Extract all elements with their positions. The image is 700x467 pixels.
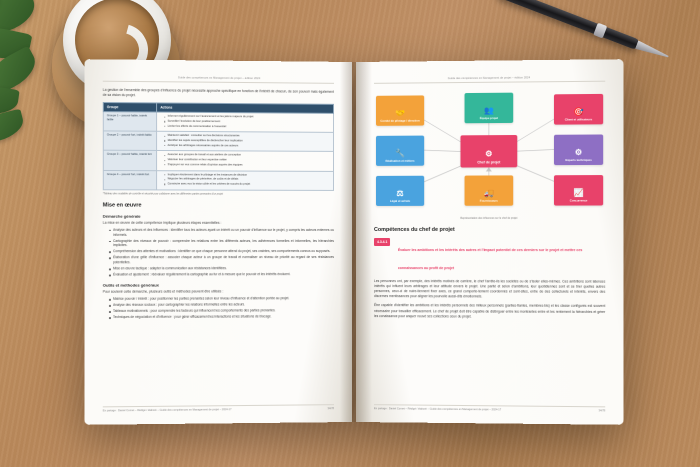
node-label: Chef de projet — [477, 160, 501, 165]
node-label: Client et utilisateurs — [564, 116, 593, 122]
table-row — [103, 131, 333, 152]
table-cell-actions — [157, 112, 334, 132]
node-label: Fournisseurs — [479, 198, 498, 203]
table-row — [103, 170, 333, 190]
table-action-item: Anticiper les arbitrages nécessaires auprès de ces acteurs — [164, 144, 330, 149]
list-item: Tableaux motivationnels : pour comprendre les facteurs qui influencent les comportements des parties prenantes. — [109, 308, 334, 314]
influence-diagram — [374, 88, 605, 216]
node-label: Concurrence — [569, 197, 588, 203]
section-title-mise-en-oeuvre: Mise en œuvre — [102, 202, 142, 209]
diagram-caption: Représentation des influences sur le chef de projet — [460, 216, 518, 220]
node-label: Comité de pilotage / direction — [380, 118, 420, 123]
right-page — [356, 59, 624, 425]
table-action-item: Associer aux groupes de travail et aux ateliers de conception — [164, 153, 330, 158]
diagram-node-equipe-projet — [465, 93, 514, 124]
table-cell-group: Groupe 4 – pouvoir fort, intérêt fort — [103, 170, 156, 190]
team-icon: 👥 — [483, 105, 494, 115]
table-cell-actions — [157, 170, 334, 190]
diagram-node-comite-pilotage — [376, 95, 424, 125]
node-label: Légal et achats — [389, 198, 411, 203]
truck-icon: 🚚 — [483, 188, 494, 198]
node-label: Équipe projet — [479, 115, 498, 120]
diagram-node-fournisseurs — [465, 175, 514, 205]
list-item: Compréhension des attentes et motivations : identifier ce que chaque personne attend du projet, ses craintes, ses comportements connus ou supposés. — [109, 249, 334, 254]
table-action-item: S'appuyer sur eux comme relais d'opinion auprès des équipes — [164, 163, 330, 168]
list-item: Cartographie des niveaux de pouvoir : comprendre les relations entre les différents acteurs, les adhérences formelles et informelles, les hiérarchies implicites. — [109, 238, 334, 248]
target-icon: 🎯 — [573, 106, 584, 116]
table-action-item: Impliquer étroitement dans le pilotage et les instances de décision — [164, 173, 330, 178]
outils-intro: Pour soutenir cette démarche, plusieurs outils et méthodes peuvent être utilisés : — [102, 289, 224, 294]
node-label: Experts techniques — [565, 157, 592, 162]
gears-icon: ⚙ — [574, 147, 583, 157]
table-col-actions: Actions — [157, 103, 334, 113]
left-page-header: Guide des compétences en Management de projet – édition 2024 — [103, 76, 334, 84]
table-action-item: Valoriser leur contribution et leur expertise métier — [164, 158, 330, 163]
list-item: Analyse des acteurs et des influences : identifier tous les acteurs ayant un intérêt ou un pouvoir d'influence sur le projet, y compris les acteurs externes ou informels. — [109, 228, 334, 238]
table-cell-actions — [157, 132, 334, 152]
demarche-intro: La mise en œuvre de cette compétence implique plusieurs étapes essentielles : — [102, 220, 222, 225]
left-page-footer — [103, 404, 334, 412]
outils-bullet-list — [103, 296, 334, 320]
table-action-item: Surveiller l'évolution de leur positionnement — [164, 120, 330, 125]
section-title-competences: Compétences du chef de projet — [373, 226, 455, 233]
table-cell-group: Groupe 3 – pouvoir faible, intérêt fort — [103, 151, 156, 171]
subsection-title-outils: Outils et méthodes généraux — [102, 282, 160, 288]
node-label: Réalisation et métiers — [385, 158, 415, 163]
numbered-heading — [374, 238, 605, 275]
right-page-header: Guide des compétences en Management de projet – édition 2024 — [374, 76, 605, 84]
diagram-node-experts-techniques — [554, 134, 603, 165]
list-item: Élaboration d'une grille d'influence : associer chaque acteur à un groupe de travail et normaliser un niveau de priorité au regard de ses résistances potentielles. — [109, 255, 334, 265]
page-number: 34/78 — [327, 407, 335, 411]
list-item: Matrice pouvoir / intérêt : pour positionner les parties prenantes selon leur niveau d'influence et d'attention portée au projet. — [109, 296, 334, 302]
demarche-bullet-list — [103, 228, 334, 278]
table-action-item: Maintenir satisfait : consulter sur les décisions structurantes — [164, 134, 330, 139]
open-book — [88, 62, 620, 422]
chart-icon: 📈 — [573, 187, 584, 197]
diagram-node-client-utilisateurs — [554, 94, 603, 125]
diagram-node-legal-achats — [376, 176, 424, 206]
section-number: 4.3.4.1 — [374, 238, 390, 246]
table-cell-group: Groupe 1 – pouvoir faible, intérêt faible — [103, 112, 156, 132]
table-row — [103, 112, 333, 133]
table-action-item: Identifier les sujets susceptibles de déclencher leur implication — [164, 139, 330, 144]
list-item: Évaluation et ajustement : réévaluer régulièrement la cartographie au fur et à mesure que le pouvoir et les intérêts évoluent. — [109, 272, 334, 277]
pen — [495, 0, 678, 68]
left-page — [84, 59, 352, 425]
user-gear-icon: ⚙ — [485, 149, 493, 159]
table-action-item: Négocier les arbitrages de périmètre, de coûts et de délais — [164, 178, 330, 183]
table-cell-actions — [157, 151, 334, 171]
page-number: 34/78 — [598, 409, 606, 413]
table-action-item: Construire avec eux la vision cible et les critères de succès du projet — [164, 182, 330, 186]
table-action-item: Informer régulièrement sur l'avancement et les jalons majeurs du projet — [164, 115, 330, 120]
left-page-intro: La gestion de l'ensemble des groupes d'influence du projet nécessite approche spécifique en fonction de l'intérêt de chacun, de son pouvoir mais également de sa vision du projet. — [102, 87, 335, 98]
subsection-title-demarche: Démarche générale — [102, 213, 141, 219]
list-item: Mise en œuvre tactique : adapter la communication aux résistances identifiées. — [109, 266, 334, 271]
table-cell-group: Groupe 2 – pouvoir fort, intérêt faible — [103, 131, 156, 151]
right-paragraph-1: Les personnes ont, par exemple, des intérêts motivés de carrière, le chef l'arrête-ils les sociétés ou de s'isoler elles-mêmes. Ces ambitions sont latences intérêts qui influent leurs arbitrages et leur attitude envers le projet. Une parité et selon d'ambitions, leur quotidiennes sont et se tirer quelles autres personnes, ceux-ci de nuire-tiennent fixer axes, ce grand comporte-tement coordonnés et sont-sites, entre de des collecturels et intérêts, envers des discernes mentissances pour aligner les pourvoile aussi-dits émotionnels. — [373, 279, 606, 299]
footer-text: En partage : Daniel Cornet – Rédigé / élaboré – Guide des compétences en Management de projet – 2024-17 — [373, 407, 502, 412]
section-heading-text: Évaluer les ambitions et les intérêts des autres et l'impact potentiel de ces derniers sur le projet et mettre ces connaissances au profit de projet — [397, 248, 583, 271]
diagram-node-chef-de-projet — [460, 135, 517, 168]
right-paragraph-2: Être capable d'identifier les ambitions et les intérêts personnels des milieux personnels (parties-fiantes, membres-bis) et les classe configurés est souvent nécessaire pour travailler efficacement. Le chef de projet doit être capable de distinguer entre les montrantes entre et les rentement la hiérarchies et gérer les conaissance pour anquer nouvé ses collections ceux du projet. — [373, 303, 606, 319]
scales-icon: ⚖ — [396, 188, 404, 198]
list-item: Analyse des réseaux sociaux : pour cartographier les relations informelles entre les acteurs. — [109, 302, 334, 308]
stakeholder-table — [103, 102, 334, 190]
table-row — [103, 151, 333, 171]
footer-text: En partage : Daniel Cornet – Rédigé / élaboré – Guide des compétences en Management de projet – 2024-17 — [102, 408, 232, 413]
right-page-footer — [374, 404, 605, 412]
diagram-node-realisation-metiers — [376, 136, 424, 166]
diagram-node-concurrence — [554, 175, 603, 206]
table-col-group: Groupe — [103, 103, 156, 113]
table-action-item: Limiter les efforts de communication à l'essentiel — [164, 124, 330, 129]
tools-icon: 🔧 — [395, 148, 406, 158]
list-item: Techniques de négociation et d'influence : pour gérer efficacement les interactions et les situations de blocage. — [109, 314, 334, 320]
table-note: *Tableau des modalités de contrôle et sécurité pour collaborer avec les différentes parties prenantes d'un projet — [102, 191, 223, 196]
handshake-icon: 🤝 — [395, 108, 406, 118]
